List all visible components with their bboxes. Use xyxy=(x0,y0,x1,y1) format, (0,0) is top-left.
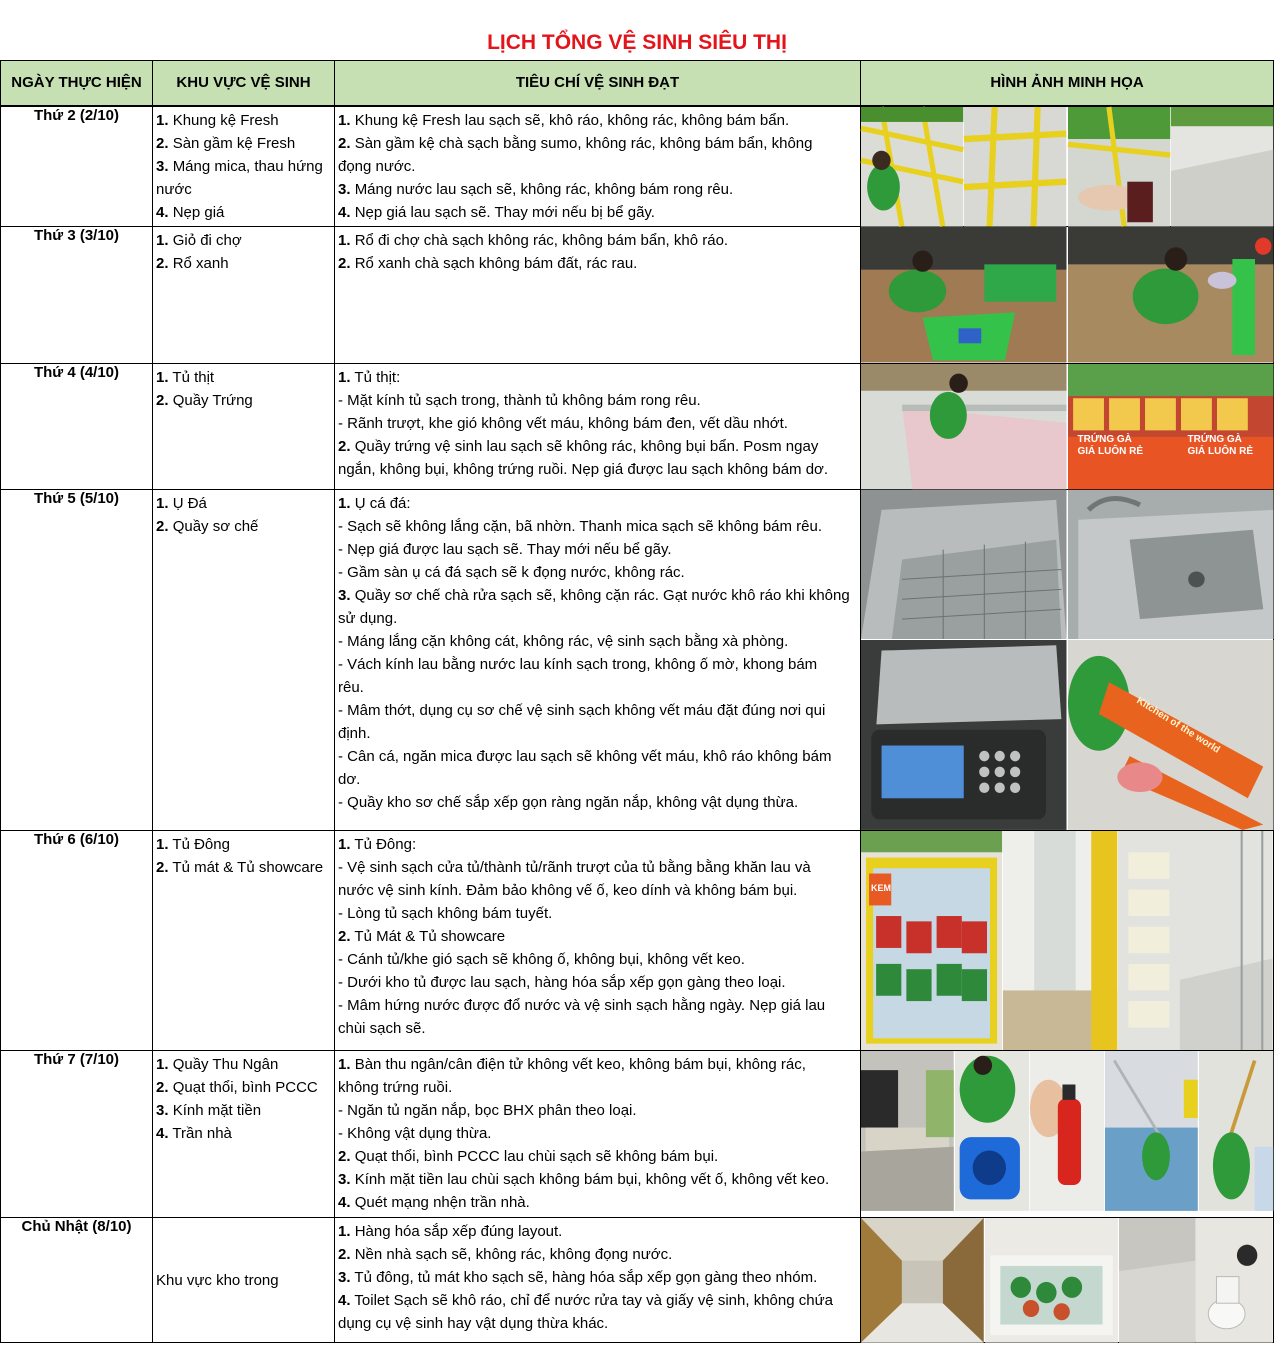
day-cell: Thứ 2 (2/10) xyxy=(1,106,153,227)
table-row xyxy=(1,1050,1274,1217)
header-row xyxy=(1,61,1274,106)
photo-shelf-floor xyxy=(964,107,1067,227)
photo-warehouse-aisle xyxy=(861,1218,985,1343)
criteria-line: - Vệ sinh sạch cửa tủ/thành tủ/rãnh trượt của tủ bằng bằng khăn lau và xyxy=(338,858,811,876)
criteria-line: - Không vật dụng thừa. xyxy=(338,1124,492,1142)
header-images: HÌNH ẢNH MINH HỌA xyxy=(861,61,1274,106)
criteria-cell xyxy=(335,227,861,363)
criteria-line: 2. Rổ xanh chà sạch không bám đất, rác rau. xyxy=(338,255,638,273)
criteria-cell xyxy=(335,106,861,227)
area-line: 3. Kính mặt tiền xyxy=(156,1101,262,1119)
photo-ice-tray xyxy=(861,490,1068,639)
criteria-line: 1. Ụ cá đá: xyxy=(338,494,411,512)
photo-meat-cabinet xyxy=(861,364,1068,489)
criteria-line: không trứng ruồi. xyxy=(338,1078,453,1096)
image-cell xyxy=(861,106,1274,227)
area-line: 2. Rổ xanh xyxy=(156,255,229,273)
criteria-cell xyxy=(335,489,861,830)
photo-glass-front xyxy=(1105,1051,1199,1211)
area-line: Khu vực kho trong xyxy=(156,1272,279,1290)
criteria-line: - Cánh tủ/khe gió sạch sẽ không ố, không bụi, không vết keo. xyxy=(338,950,745,968)
photo-storage-floor xyxy=(1119,1218,1197,1343)
egg-banner-right: TRỨNG GÀ GIÁ LUÔN RẺ xyxy=(1187,433,1254,457)
header-criteria: TIÊU CHÍ VỆ SINH ĐẠT xyxy=(335,61,861,106)
photo-ceiling-cleaning xyxy=(1199,1051,1273,1211)
criteria-line: 3. Tủ đông, tủ mát kho sạch sẽ, hàng hóa sắp xếp gọn gàng theo nhóm. xyxy=(338,1268,818,1286)
area-line: 2. Tủ mát & Tủ showcare xyxy=(156,858,324,876)
criteria-cell xyxy=(335,1217,861,1343)
criteria-line: - Dưới kho tủ được lau sạch, hàng hóa sắp xếp gọn gàng theo loại. xyxy=(338,973,786,991)
header-date: NGÀY THỰC HIỆN xyxy=(1,61,153,106)
photo-fan xyxy=(955,1051,1030,1211)
criteria-line: - Cân cá, ngăn mica được lau sạch sẽ không vết máu, khô ráo không bám xyxy=(338,747,832,765)
area-line: 1. Tủ thịt xyxy=(156,368,215,386)
criteria-line: - Sạch sẽ không lắng cặn, bã nhờn. Thanh mica sạch sẽ không bám rêu. xyxy=(338,517,823,535)
cleaning-schedule-table xyxy=(0,60,1274,1343)
criteria-cell xyxy=(335,830,861,1050)
area-cell xyxy=(153,106,335,227)
area-cell xyxy=(153,363,335,489)
criteria-line: rêu. xyxy=(338,678,364,696)
area-line: 1. Giỏ đi chợ xyxy=(156,232,242,250)
area-line: 2. Quạt thổi, bình PCCC xyxy=(156,1078,318,1096)
area-line: 1. Ụ Đá xyxy=(156,494,207,512)
criteria-line: định. xyxy=(338,724,371,742)
photo-basket-cleaning-1 xyxy=(861,227,1068,362)
page-title: LỊCH TỔNG VỆ SINH SIÊU THỊ xyxy=(487,31,787,54)
day-cell: Thứ 5 (5/10) xyxy=(1,489,153,830)
photo-mica-tray xyxy=(1068,107,1171,227)
area-cell xyxy=(153,489,335,830)
criteria-cell xyxy=(335,363,861,489)
image-cell xyxy=(861,1050,1274,1217)
criteria-line: dụng cụ vệ sinh hay vật dụng thừa khác. xyxy=(338,1314,609,1332)
table-row xyxy=(1,363,1274,489)
area-cell xyxy=(153,227,335,363)
criteria-line: nước vệ sinh kính. Đảm bảo không vế ố, keo dính và không bám bụi. xyxy=(338,881,798,899)
criteria-line: - Vách kính lau bằng nước lau kính sạch trong, không ố mờ, khong bám xyxy=(338,655,818,673)
day-cell: Thứ 3 (3/10) xyxy=(1,227,153,363)
image-cell xyxy=(861,227,1274,363)
criteria-line: - Máng lắng cặn không cát, không rác, vệ sinh sạch bằng xà phòng. xyxy=(338,632,789,650)
criteria-line: sử dụng. xyxy=(338,609,398,627)
area-cell xyxy=(153,1217,335,1343)
criteria-line: ngắn, không bụi, không trứng ruồi. Nẹp giá được lau sạch không bám dơ. xyxy=(338,460,829,478)
criteria-line: 2. Quầy trứng vệ sinh lau sạch sẽ không rác, không bụi bẩn. Posm ngay xyxy=(338,437,819,455)
day-cell: Chủ Nhật (8/10) xyxy=(1,1217,153,1343)
criteria-line: - Mâm thớt, dụng cụ sơ chế vệ sinh sạch không vết máu đặt đúng nơi qui xyxy=(338,701,826,719)
criteria-line: - Quầy kho sơ chế sắp xếp gọn ràng ngăn nắp, không vật dụng thừa. xyxy=(338,793,799,811)
criteria-line: - Rãnh trượt, khe gió không vết máu, không bám đen, vết dầu nhớt. xyxy=(338,414,788,432)
criteria-line: - Gầm sàn ụ cá đá sạch sẽ k đọng nước, không rác. xyxy=(338,563,685,581)
area-line: 2. Quầy sơ chế xyxy=(156,517,259,535)
photo-tape-cleaning xyxy=(1068,640,1274,830)
photo-checkout-counter xyxy=(861,1051,955,1211)
criteria-line: 1. Hàng hóa sắp xếp đúng layout. xyxy=(338,1222,563,1240)
criteria-line: 1. Bàn thu ngân/cân điện tử không vết keo, không bám bụi, không rác, xyxy=(338,1055,806,1073)
photo-cooler-side xyxy=(1003,831,1118,1050)
table-row xyxy=(1,1217,1274,1343)
criteria-line: 2. Sàn gầm kệ chà sạch bằng sumo, không rác, không bám bẩn, không xyxy=(338,134,813,152)
area-line: 2. Sàn gầm kệ Fresh xyxy=(156,134,296,152)
area-line: 1. Tủ Đông xyxy=(156,835,230,853)
criteria-line: - Mặt kính tủ sạch trong, thành tủ không bám rong rêu. xyxy=(338,391,701,409)
criteria-line: 3. Kính mặt tiền lau chùi sạch không bám bụi, không vết ố, không vết keo. xyxy=(338,1170,830,1188)
day-cell: Thứ 7 (7/10) xyxy=(1,1050,153,1217)
table-row xyxy=(1,830,1274,1050)
criteria-line: đọng nước. xyxy=(338,157,416,175)
criteria-line: 1. Rổ đi chợ chà sạch không rác, không bám bẩn, khô ráo. xyxy=(338,232,729,250)
table-row xyxy=(1,489,1274,830)
photo-clean-floor xyxy=(1171,107,1273,227)
area-line: 1. Khung kệ Fresh xyxy=(156,111,279,129)
image-cell xyxy=(861,489,1274,830)
photo-showcase xyxy=(1118,831,1273,1050)
criteria-line: 1. Tủ Đông: xyxy=(338,835,417,853)
criteria-line: 2. Quạt thổi, bình PCCC lau chùi sạch sẽ không bám bụi. xyxy=(338,1147,719,1165)
day-cell: Thứ 4 (4/10) xyxy=(1,363,153,489)
photo-egg-counter xyxy=(1068,364,1274,489)
criteria-line: - Ngăn tủ ngăn nắp, bọc BHX phân theo loại. xyxy=(338,1101,637,1119)
criteria-line: 3. Máng nước lau sạch sẽ, không rác, không bám rong rêu. xyxy=(338,180,734,198)
criteria-line: - Nẹp giá được lau sạch sẽ. Thay mới nếu bể gãy. xyxy=(338,540,672,558)
criteria-line: 4. Quét mạng nhện trần nhà. xyxy=(338,1193,530,1211)
egg-banner-left: TRỨNG GÀ GIÁ LUÔN RẺ xyxy=(1077,433,1144,457)
criteria-line: dơ. xyxy=(338,770,361,788)
image-cell xyxy=(861,830,1274,1050)
criteria-cell xyxy=(335,1050,861,1217)
criteria-line: 4. Toilet Sạch sẽ khô ráo, chỉ để nước rửa tay và giấy vệ sinh, không chứa xyxy=(338,1291,833,1309)
photo-storage-freezer xyxy=(985,1218,1119,1343)
criteria-line: 3. Quầy sơ chế chà rửa sạch sẽ, không cặn rác. Gạt nước khô ráo khi không xyxy=(338,586,850,604)
criteria-line: - Lòng tủ sạch không bám tuyết. xyxy=(338,904,553,922)
photo-toilet xyxy=(1196,1218,1273,1343)
photo-basket-cleaning-2 xyxy=(1068,227,1274,362)
photo-fresh-shelf-cleaning xyxy=(861,107,964,227)
day-cell: Thứ 6 (6/10) xyxy=(1,830,153,1050)
table-row xyxy=(1,106,1274,227)
criteria-line: 2. Tủ Mát & Tủ showcare xyxy=(338,927,506,945)
area-line: 3. Máng mica, thau hứng xyxy=(156,157,323,175)
area-line: 2. Quầy Trứng xyxy=(156,391,253,409)
photo-prep-sink xyxy=(1068,490,1274,639)
kem-label: KEM xyxy=(871,882,891,893)
area-cell xyxy=(153,830,335,1050)
area-line: nước xyxy=(156,180,192,198)
header-area: KHU VỰC VỆ SINH xyxy=(153,61,335,106)
criteria-line: 4. Nẹp giá lau sạch sẽ. Thay mới nếu bị bể gãy. xyxy=(338,203,655,221)
image-cell xyxy=(861,363,1274,489)
area-line: 4. Trần nhà xyxy=(156,1124,232,1142)
criteria-line: chùi sạch sẽ. xyxy=(338,1019,426,1037)
photo-freezer xyxy=(861,831,1003,1050)
criteria-line: - Mâm hứng nước được đổ nước và vệ sinh sạch hằng ngày. Nẹp giá lau xyxy=(338,996,826,1014)
area-line: 1. Quầy Thu Ngân xyxy=(156,1055,279,1073)
image-cell xyxy=(861,1217,1274,1343)
area-cell xyxy=(153,1050,335,1217)
criteria-line: 1. Tủ thịt: xyxy=(338,368,401,386)
criteria-line: 1. Khung kệ Fresh lau sạch sẽ, khô ráo, không rác, không bám bẩn. xyxy=(338,111,790,129)
photo-fish-scale xyxy=(861,640,1068,830)
photo-fire-extinguisher xyxy=(1030,1051,1105,1211)
criteria-line: 2. Nền nhà sạch sẽ, không rác, không đọng nước. xyxy=(338,1245,673,1263)
tape-label: Kitchen of the world xyxy=(1133,695,1222,756)
area-line: 4. Nẹp giá xyxy=(156,203,225,221)
table-row xyxy=(1,227,1274,363)
